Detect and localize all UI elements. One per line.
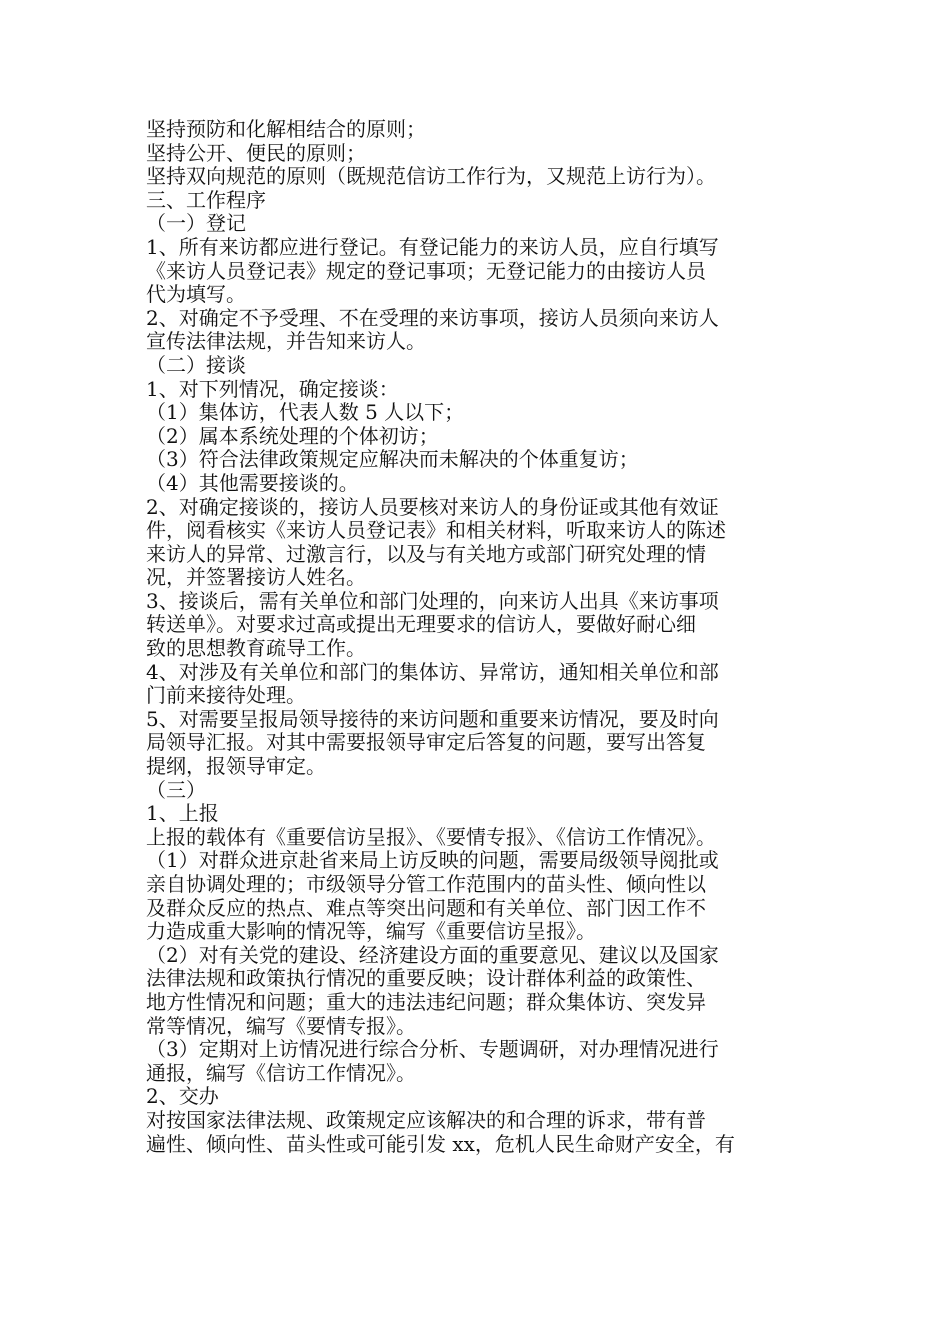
text-line: （3）定期对上访情况进行综合分析、专题调研，对办理情况进行 (146, 1037, 719, 1062)
text-line: 坚持双向规范的原则（既规范信访工作行为，又规范上访行为）。 (146, 164, 716, 189)
text-line: （4）其他需要接谈的。 (146, 470, 359, 495)
text-line: 法律法规和政策执行情况的重要反映；设计群体利益的政策性、 (146, 966, 706, 991)
text-line: 转送单》。对要求过高或提出无理要求的信访人，要做好耐心细 (146, 612, 696, 637)
text-line: 2、交办 (146, 1084, 219, 1109)
text-line: 3、接谈后，需有关单位和部门处理的，向来访人出具《来访事项 (146, 588, 719, 613)
text-line: 亲自协调处理的；市级领导分管工作范围内的苗头性、倾向性以 (146, 872, 706, 896)
text-line: 2、对确定不予受理、不在受理的来访事项，接访人员须向来访人 (146, 305, 719, 330)
text-line: 宣传法律法规，并告知来访人。 (146, 329, 426, 354)
text-line: 力造成重大影响的情况等，编写《重要信访呈报》。 (146, 919, 596, 944)
text-line: 坚持预防和化解相结合的原则； (146, 117, 426, 141)
text-line: 致的思想教育疏导工作。 (146, 636, 366, 661)
text-line: 提纲，报领导审定。 (146, 754, 326, 779)
text-line: 上报的载体有《重要信访呈报》、《要情专报》、《信访工作情况》。 (146, 824, 716, 849)
subsection-heading: （一）登记 (146, 211, 246, 236)
text-line: 件，阅看核实《来访人员登记表》和相关材料，听取来访人的陈述 (146, 518, 726, 543)
text-line: 对按国家法律法规、政策规定应该解决的和合理的诉求，带有普 (146, 1107, 706, 1132)
text-line: （2）属本系统处理的个体初访； (146, 423, 439, 448)
text-line: 地方性情况和问题；重大的违法违纪问题；群众集体访、突发异 (146, 989, 706, 1014)
text-line: （1）集体访，代表人数 5 人以下； (146, 400, 465, 425)
text-line: 坚持公开、便民的原则； (146, 140, 366, 165)
text-line: 5、对需要呈报局领导接待的来访问题和重要来访情况，要及时向 (146, 706, 719, 731)
text-line: 来访人的异常、过激言行，以及与有关地方或部门研究处理的情 (146, 541, 706, 566)
document-body (146, 118, 816, 1156)
text-line: 1、上报 (146, 801, 219, 826)
subsection-heading: （三） (146, 777, 206, 802)
section-heading: 三、工作程序 (146, 187, 266, 212)
text-line: 4、对涉及有关单位和部门的集体访、异常访，通知相关单位和部 (146, 659, 719, 684)
text-line: 常等情况，编写《要情专报》。 (146, 1013, 416, 1038)
subsection-heading: （二）接谈 (146, 352, 246, 377)
text-line: 1、所有来访都应进行登记。有登记能力的来访人员，应自行填写 (146, 234, 719, 259)
text-line: 《来访人员登记表》规定的登记事项；无登记能力的由接访人员 (146, 258, 706, 283)
text-line: 况，并签署接访人姓名。 (146, 565, 366, 590)
text-line: 及群众反应的热点、难点等突出问题和有关单位、部门因工作不 (146, 895, 706, 920)
text-line: 局领导汇报。对其中需要报领导审定后答复的问题，要写出答复 (146, 730, 706, 755)
text-line: （1）对群众进京赴省来局上访反映的问题，需要局级领导阅批或 (146, 848, 719, 873)
text-line: 通报，编写《信访工作情况》。 (146, 1060, 416, 1085)
text-line: 遍性、倾向性、苗头性或可能引发 xx，危机人民生命财产安全，有 (146, 1131, 735, 1156)
text-line: 2、对确定接谈的，接访人员要核对来访人的身份证或其他有效证 (146, 494, 719, 519)
text-line: 代为填写。 (146, 282, 246, 307)
text-line: 门前来接待处理。 (146, 683, 306, 708)
text-line: （3）符合法律政策规定应解决而未解决的个体重复访； (146, 447, 639, 472)
text-line: 1、对下列情况，确定接谈： (146, 376, 399, 401)
text-line: （2）对有关党的建设、经济建设方面的重要意见、建议以及国家 (146, 942, 719, 967)
